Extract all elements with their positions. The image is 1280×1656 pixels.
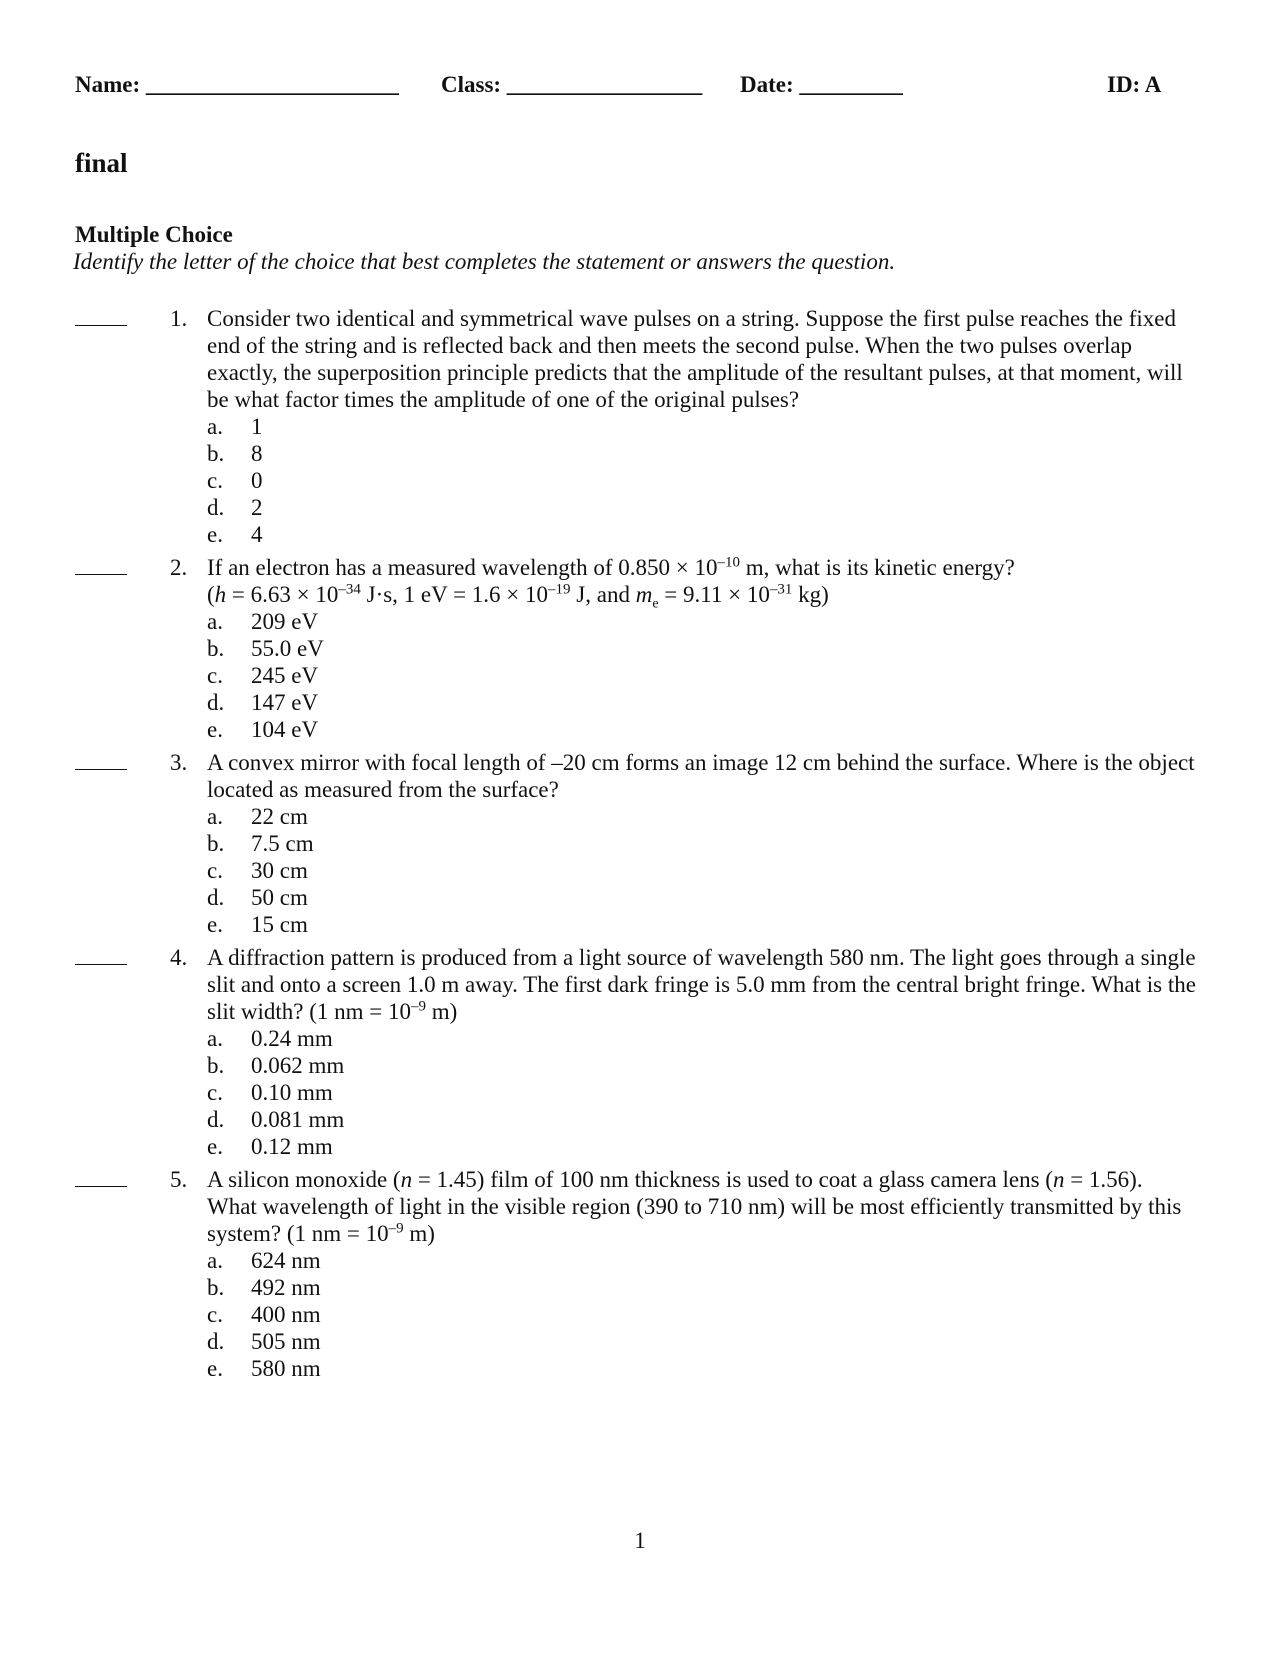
question-4 [0, 944, 1280, 1160]
option-letter: b. [207, 831, 225, 856]
variable-h: h [214, 582, 227, 607]
variable-n: n [1052, 1167, 1065, 1192]
option-e [207, 521, 1280, 548]
option-list [207, 803, 1280, 938]
option-d [207, 1106, 1280, 1133]
option-e [207, 716, 1280, 743]
option-list [207, 1247, 1280, 1382]
option-letter: e. [207, 717, 223, 742]
option-text: 0.081 mm [251, 1107, 345, 1132]
stem-text: If an electron has a measured wavelength of 0.850 × 10 [207, 555, 718, 580]
variable-n: n [400, 1167, 413, 1192]
question-number: 2. [170, 555, 188, 580]
stem-text: = 9.11 × 10 [658, 582, 770, 607]
question-number: 5. [170, 1167, 188, 1192]
question-number: 4. [170, 945, 188, 970]
stem-text: = 6.63 × 10 [226, 582, 339, 607]
option-a [207, 608, 1280, 635]
stem-text: m) [426, 999, 458, 1024]
option-letter: c. [207, 468, 223, 493]
option-letter: a. [207, 609, 223, 634]
option-c [207, 467, 1280, 494]
option-a [207, 413, 1280, 440]
stem-text: J·s, 1 eV = 1.6 × 10 [360, 582, 549, 607]
option-b [207, 830, 1280, 857]
option-letter: a. [207, 1248, 223, 1273]
instructions: Identify the letter of the choice that best completes the statement or answers the question. [73, 249, 896, 274]
option-text: 22 cm [251, 804, 308, 829]
option-letter: e. [207, 912, 223, 937]
question-number: 3. [170, 750, 188, 775]
option-text: 580 nm [251, 1356, 321, 1381]
option-text: 1 [251, 414, 263, 439]
option-letter: c. [207, 663, 223, 688]
stem-line-1 [207, 554, 1197, 581]
date-field: Date: _________ [740, 72, 903, 97]
option-e [207, 911, 1280, 938]
answer-blank [75, 1186, 127, 1187]
option-text: 0.062 mm [251, 1053, 345, 1078]
option-letter: e. [207, 522, 223, 547]
stem-text: m) [403, 1221, 435, 1246]
question-stem [207, 944, 1197, 1025]
option-letter: e. [207, 1356, 223, 1381]
stem-text: J, and [570, 582, 636, 607]
option-b [207, 635, 1280, 662]
option-letter: a. [207, 1026, 223, 1051]
stem-text: kg) [792, 582, 829, 607]
exponent: –9 [411, 998, 426, 1015]
question-number: 1. [170, 306, 188, 331]
option-a [207, 1247, 1280, 1274]
stem-text: A silicon monoxide ( [207, 1167, 401, 1192]
question-stem [207, 554, 1197, 612]
question-stem: A convex mirror with focal length of –20 cm forms an image 12 cm behind the surface. Where is the object located as measured from the surface? [207, 750, 1195, 802]
option-list [207, 1025, 1280, 1160]
option-list [207, 413, 1280, 548]
option-letter: c. [207, 1302, 223, 1327]
option-text: 0.10 mm [251, 1080, 333, 1105]
option-letter: c. [207, 1080, 223, 1105]
option-text: 400 nm [251, 1302, 321, 1327]
stem-text: A diffraction pattern is produced from a light source of wavelength 580 nm. The light goes through a single slit and onto a screen 1.0 m away. The first dark fringe is 5.0 mm from the central bright fringe. What is the slit width? (1 nm = 10 [207, 945, 1196, 1024]
option-text: 4 [251, 522, 263, 547]
option-text: 30 cm [251, 858, 308, 883]
option-letter: d. [207, 690, 225, 715]
option-d [207, 494, 1280, 521]
question-stem [207, 1166, 1197, 1247]
header [75, 72, 1165, 106]
variable-m: m [635, 582, 653, 607]
question-list [0, 305, 1280, 1382]
subscript: e [652, 596, 659, 612]
option-letter: a. [207, 414, 223, 439]
option-b [207, 1052, 1280, 1079]
option-text: 0 [251, 468, 263, 493]
option-letter: a. [207, 804, 223, 829]
option-d [207, 1328, 1280, 1355]
option-letter: b. [207, 441, 225, 466]
option-b [207, 440, 1280, 467]
exponent: –19 [548, 581, 571, 598]
exponent: –10 [717, 554, 740, 571]
option-a [207, 803, 1280, 830]
stem-text: ( [207, 582, 215, 607]
option-text: 104 eV [251, 717, 319, 742]
option-c [207, 857, 1280, 884]
answer-blank [75, 964, 127, 965]
question-3 [0, 749, 1280, 938]
option-letter: c. [207, 858, 223, 883]
option-text: 624 nm [251, 1248, 321, 1273]
option-d [207, 884, 1280, 911]
option-text: 209 eV [251, 609, 319, 634]
option-text: 147 eV [251, 690, 319, 715]
option-letter: b. [207, 1053, 225, 1078]
option-d [207, 689, 1280, 716]
option-text: 50 cm [251, 885, 308, 910]
option-text: 15 cm [251, 912, 308, 937]
page-number: 1 [634, 1528, 646, 1553]
answer-blank [75, 574, 127, 575]
class-field: Class: _________________ [441, 72, 703, 97]
option-letter: b. [207, 1275, 225, 1300]
option-c [207, 1301, 1280, 1328]
exponent: –9 [388, 1220, 404, 1237]
question-1 [0, 305, 1280, 548]
option-b [207, 1274, 1280, 1301]
name-field: Name: ______________________ [75, 72, 399, 97]
option-letter: d. [207, 1329, 225, 1354]
page-title: final [75, 148, 128, 178]
stem-text: = 1.45) film of 100 nm thickness is used to coat a glass camera lens ( [412, 1167, 1053, 1192]
option-letter: e. [207, 1134, 223, 1159]
option-c [207, 1079, 1280, 1106]
exponent: –34 [338, 581, 361, 598]
question-stem: Consider two identical and symmetrical wave pulses on a string. Suppose the first pulse reaches the fixed end of the string and is reflected back and then meets the second pulse. When the two pulses overlap exactly, the superposition principle predicts that the amplitude of the resultant pulses, at that moment, will be what factor times the amplitude of one of the original pulses? [207, 306, 1183, 412]
option-text: 492 nm [251, 1275, 321, 1300]
option-text: 0.12 mm [251, 1134, 333, 1159]
option-e [207, 1355, 1280, 1382]
stem-text: m, what is its kinetic energy? [739, 555, 1015, 580]
option-c [207, 662, 1280, 689]
option-letter: d. [207, 1107, 225, 1132]
answer-blank [75, 325, 127, 326]
option-letter: d. [207, 495, 225, 520]
answer-blank [75, 769, 127, 770]
option-letter: b. [207, 636, 225, 661]
option-a [207, 1025, 1280, 1052]
stem-text: = 1.56). What wavelength of light in the visible region (390 to 710 nm) will be most efficiently transmitted by this system? (1 nm = 10 [207, 1167, 1182, 1246]
option-text: 245 eV [251, 663, 319, 688]
option-e [207, 1133, 1280, 1160]
option-text: 7.5 cm [251, 831, 314, 856]
option-text: 2 [251, 495, 263, 520]
option-text: 505 nm [251, 1329, 321, 1354]
question-5 [0, 1166, 1280, 1382]
exponent: –31 [769, 581, 793, 598]
option-letter: d. [207, 885, 225, 910]
option-text: 55.0 eV [251, 636, 324, 661]
id-label: ID: A [1107, 72, 1162, 97]
section-heading: Multiple Choice [75, 222, 233, 247]
option-text: 0.24 mm [251, 1026, 333, 1051]
option-text: 8 [251, 441, 263, 466]
stem-line-2 [207, 581, 1197, 612]
question-2 [0, 554, 1280, 743]
option-list [207, 608, 1280, 743]
